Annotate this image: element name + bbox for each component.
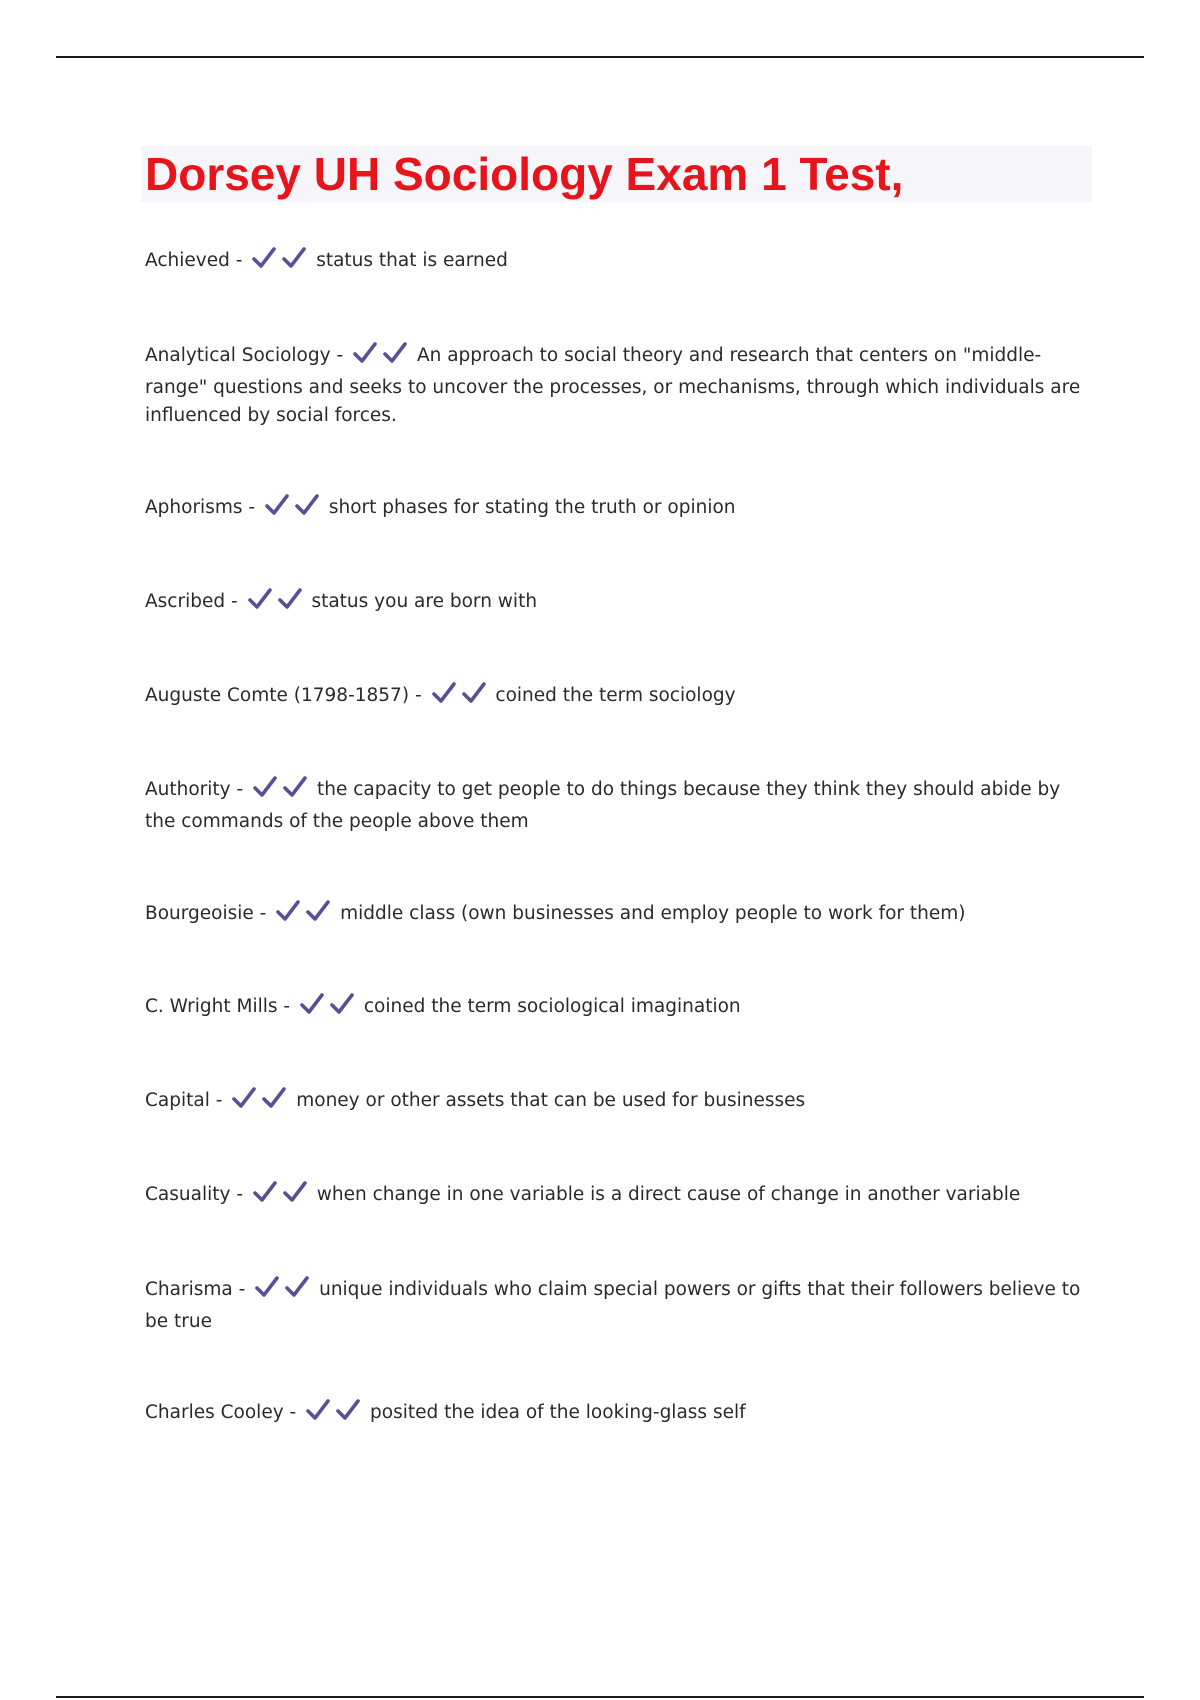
term: Bourgeoisie [145,903,254,924]
check-icon [336,1399,360,1421]
double-check-icon [276,900,332,932]
term: Authority [145,779,231,800]
definition: when change in one variable is a direct cause of change in another variable [316,1184,1021,1205]
list-item [145,1399,1085,1431]
definition: coined the term sociology [495,685,736,706]
check-icon [278,588,302,610]
separator: - [235,250,243,271]
check-icon [262,1087,286,1109]
separator: - [283,996,291,1017]
definition: status you are born with [311,591,538,612]
check-icon [462,682,486,704]
check-icon [265,494,289,516]
check-icon [330,993,354,1015]
list-item [145,1087,1085,1119]
check-icon [432,682,456,704]
list-item [145,342,1085,431]
definition: An approach to social theory and research that centers on "middle-range" questions and seeks to uncover the processes, or mechanisms, through which individuals are influenced by social forces. [145,345,1081,426]
double-check-icon [306,1399,362,1431]
separator: - [230,591,238,612]
check-icon [276,900,300,922]
list-item [145,1181,1085,1213]
list-item [145,1276,1085,1336]
term: Charisma [145,1279,233,1300]
check-icon [253,776,277,798]
separator: - [236,779,244,800]
check-icon [252,247,276,269]
separator: - [289,1402,297,1423]
term: Charles Cooley [145,1402,284,1423]
double-check-icon [252,247,308,279]
separator: - [259,903,267,924]
double-check-icon [253,1181,309,1213]
definition: coined the term sociological imagination [363,996,741,1017]
term: Ascribed [145,591,226,612]
check-icon [300,993,324,1015]
check-icon [295,494,319,516]
double-check-icon [432,682,488,714]
definition: posited the idea of the looking-glass self [370,1402,746,1423]
separator: - [236,1184,244,1205]
list-item [145,682,1085,714]
list-item [145,247,1085,279]
list-item [145,900,1085,932]
check-icon [248,588,272,610]
double-check-icon [232,1087,288,1119]
term: Aphorisms [145,497,243,518]
definition: status that is earned [316,250,508,271]
list-item [145,494,1085,526]
term: Analytical Sociology [145,345,331,366]
list-item [145,588,1085,620]
check-icon [253,1181,277,1203]
check-icon [282,247,306,269]
list-item [145,776,1085,836]
check-icon [383,342,407,364]
definition: the capacity to get people to do things because they think they should abide by the commands of the people above them [145,779,1061,832]
check-icon [283,1181,307,1203]
double-check-icon [353,342,409,374]
definition: short phases for stating the truth or opinion [328,497,736,518]
separator: - [238,1279,246,1300]
check-icon [283,776,307,798]
check-icon [353,342,377,364]
term: Auguste Comte (1798-1857) [145,685,410,706]
term: C. Wright Mills [145,996,278,1017]
check-icon [285,1276,309,1298]
check-icon [306,1399,330,1421]
definition: middle class (own businesses and employ people to work for them) [340,903,966,924]
list-item [145,993,1085,1025]
check-icon [232,1087,256,1109]
double-check-icon [265,494,321,526]
double-check-icon [248,588,304,620]
separator: - [248,497,256,518]
document-title: Dorsey UH Sociology Exam 1 Test, [145,148,904,200]
term: Capital [145,1090,210,1111]
definition: unique individuals who claim special powers or gifts that their followers believe to be true [145,1279,1081,1332]
separator: - [414,685,422,706]
double-check-icon [255,1276,311,1308]
double-check-icon [253,776,309,808]
definition: money or other assets that can be used for businesses [296,1090,806,1111]
double-check-icon [300,993,356,1025]
term: Achieved [145,250,230,271]
check-icon [306,900,330,922]
separator: - [215,1090,223,1111]
check-icon [255,1276,279,1298]
term: Casuality [145,1184,231,1205]
bottom-rule [56,1696,1144,1698]
top-rule [56,56,1144,58]
separator: - [336,345,344,366]
